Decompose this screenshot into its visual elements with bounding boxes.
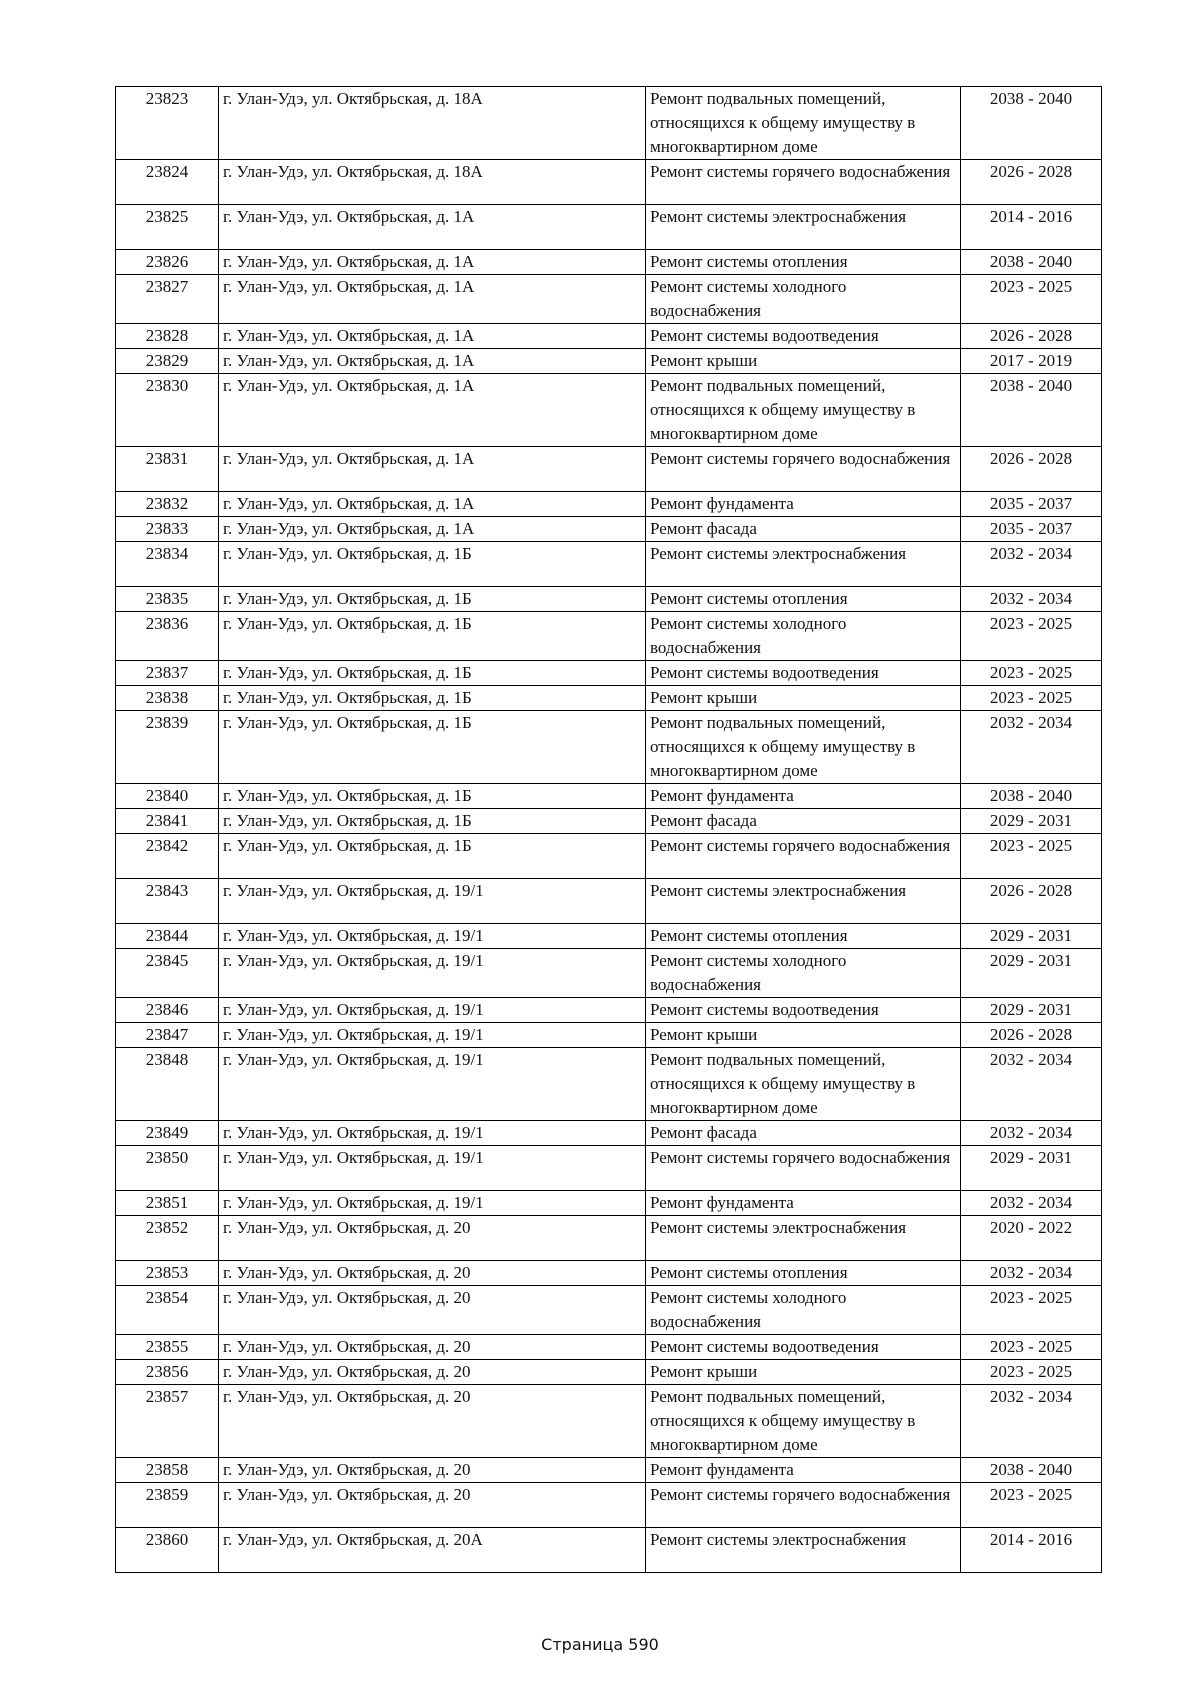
period-cell: 2032 - 2034 [961,1048,1102,1121]
period-cell: 2029 - 2031 [961,924,1102,949]
row-id-cell: 23825 [116,205,219,250]
table-row [116,1483,1102,1528]
table-row [116,587,1102,612]
work-type-cell: Ремонт фасада [646,809,961,834]
row-id-cell: 23855 [116,1335,219,1360]
address-cell: г. Улан-Удэ, ул. Октябрьская, д. 19/1 [219,1048,646,1121]
row-id-cell: 23829 [116,349,219,374]
page-number: Страница 590 [541,1635,659,1654]
table-row [116,1528,1102,1573]
table-row [116,87,1102,160]
table-row [116,612,1102,661]
work-type-cell: Ремонт системы электроснабжения [646,879,961,924]
period-cell: 2032 - 2034 [961,1261,1102,1286]
period-cell: 2026 - 2028 [961,160,1102,205]
work-type-cell: Ремонт системы отопления [646,1261,961,1286]
table-row [116,686,1102,711]
period-cell: 2032 - 2034 [961,1121,1102,1146]
work-type-cell: Ремонт системы электроснабжения [646,1528,961,1573]
address-cell: г. Улан-Удэ, ул. Октябрьская, д. 20 [219,1335,646,1360]
address-cell: г. Улан-Удэ, ул. Октябрьская, д. 1Б [219,711,646,784]
address-cell: г. Улан-Удэ, ул. Октябрьская, д. 18А [219,160,646,205]
address-cell: г. Улан-Удэ, ул. Октябрьская, д. 1Б [219,542,646,587]
table-row [116,1335,1102,1360]
period-cell: 2026 - 2028 [961,324,1102,349]
address-cell: г. Улан-Удэ, ул. Октябрьская, д. 20 [219,1385,646,1458]
row-id-cell: 23844 [116,924,219,949]
period-cell: 2017 - 2019 [961,349,1102,374]
address-cell: г. Улан-Удэ, ул. Октябрьская, д. 1Б [219,612,646,661]
row-id-cell: 23834 [116,542,219,587]
row-id-cell: 23841 [116,809,219,834]
period-cell: 2023 - 2025 [961,275,1102,324]
address-cell: г. Улан-Удэ, ул. Октябрьская, д. 1А [219,374,646,447]
work-type-cell: Ремонт системы горячего водоснабжения [646,160,961,205]
row-id-cell: 23849 [116,1121,219,1146]
row-id-cell: 23826 [116,250,219,275]
row-id-cell: 23851 [116,1191,219,1216]
work-type-cell: Ремонт системы холодного водоснабжения [646,612,961,661]
work-type-cell: Ремонт системы отопления [646,587,961,612]
address-cell: г. Улан-Удэ, ул. Октябрьская, д. 20 [219,1360,646,1385]
period-cell: 2029 - 2031 [961,949,1102,998]
table-row [116,1191,1102,1216]
table-row [116,809,1102,834]
table-row [116,924,1102,949]
row-id-cell: 23854 [116,1286,219,1335]
address-cell: г. Улан-Удэ, ул. Октябрьская, д. 1Б [219,784,646,809]
work-type-cell: Ремонт фундамента [646,492,961,517]
address-cell: г. Улан-Удэ, ул. Октябрьская, д. 20А [219,1528,646,1573]
work-type-cell: Ремонт системы горячего водоснабжения [646,447,961,492]
period-cell: 2038 - 2040 [961,374,1102,447]
table-row [116,784,1102,809]
row-id-cell: 23831 [116,447,219,492]
row-id-cell: 23835 [116,587,219,612]
work-type-cell: Ремонт системы горячего водоснабжения [646,834,961,879]
table-row [116,1146,1102,1191]
period-cell: 2023 - 2025 [961,686,1102,711]
address-cell: г. Улан-Удэ, ул. Октябрьская, д. 1А [219,205,646,250]
address-cell: г. Улан-Удэ, ул. Октябрьская, д. 20 [219,1458,646,1483]
period-cell: 2038 - 2040 [961,250,1102,275]
work-type-cell: Ремонт подвальных помещений, относящихся к общему имуществу в многоквартирном доме [646,1385,961,1458]
period-cell: 2023 - 2025 [961,1483,1102,1528]
period-cell: 2032 - 2034 [961,587,1102,612]
work-type-cell: Ремонт системы отопления [646,250,961,275]
period-cell: 2023 - 2025 [961,1360,1102,1385]
work-type-cell: Ремонт системы водоотведения [646,998,961,1023]
period-cell: 2023 - 2025 [961,661,1102,686]
address-cell: г. Улан-Удэ, ул. Октябрьская, д. 20 [219,1216,646,1261]
period-cell: 2026 - 2028 [961,879,1102,924]
work-type-cell: Ремонт крыши [646,686,961,711]
period-cell: 2029 - 2031 [961,998,1102,1023]
work-type-cell: Ремонт системы отопления [646,924,961,949]
row-id-cell: 23843 [116,879,219,924]
row-id-cell: 23857 [116,1385,219,1458]
work-type-cell: Ремонт системы холодного водоснабжения [646,1286,961,1335]
row-id-cell: 23859 [116,1483,219,1528]
row-id-cell: 23848 [116,1048,219,1121]
period-cell: 2020 - 2022 [961,1216,1102,1261]
address-cell: г. Улан-Удэ, ул. Октябрьская, д. 19/1 [219,1146,646,1191]
address-cell: г. Улан-Удэ, ул. Октябрьская, д. 1А [219,447,646,492]
work-type-cell: Ремонт фундамента [646,1191,961,1216]
work-type-cell: Ремонт системы водоотведения [646,1335,961,1360]
address-cell: г. Улан-Удэ, ул. Октябрьская, д. 1Б [219,809,646,834]
address-cell: г. Улан-Удэ, ул. Октябрьская, д. 19/1 [219,949,646,998]
address-cell: г. Улан-Удэ, ул. Октябрьская, д. 20 [219,1261,646,1286]
table-row [116,324,1102,349]
capital-repair-table [115,86,1102,1573]
work-type-cell: Ремонт подвальных помещений, относящихся к общему имуществу в многоквартирном доме [646,1048,961,1121]
work-type-cell: Ремонт крыши [646,349,961,374]
address-cell: г. Улан-Удэ, ул. Октябрьская, д. 19/1 [219,1023,646,1048]
period-cell: 2026 - 2028 [961,1023,1102,1048]
row-id-cell: 23847 [116,1023,219,1048]
work-type-cell: Ремонт фундамента [646,784,961,809]
address-cell: г. Улан-Удэ, ул. Октябрьская, д. 1А [219,324,646,349]
work-type-cell: Ремонт системы горячего водоснабжения [646,1146,961,1191]
address-cell: г. Улан-Удэ, ул. Октябрьская, д. 19/1 [219,924,646,949]
work-type-cell: Ремонт системы холодного водоснабжения [646,275,961,324]
address-cell: г. Улан-Удэ, ул. Октябрьская, д. 20 [219,1286,646,1335]
period-cell: 2023 - 2025 [961,612,1102,661]
work-type-cell: Ремонт системы водоотведения [646,324,961,349]
table-row [116,374,1102,447]
work-type-cell: Ремонт системы холодного водоснабжения [646,949,961,998]
address-cell: г. Улан-Удэ, ул. Октябрьская, д. 1Б [219,587,646,612]
row-id-cell: 23823 [116,87,219,160]
work-type-cell: Ремонт фасада [646,517,961,542]
table-row [116,1261,1102,1286]
table-row [116,834,1102,879]
work-type-cell: Ремонт системы электроснабжения [646,542,961,587]
row-id-cell: 23846 [116,998,219,1023]
period-cell: 2026 - 2028 [961,447,1102,492]
address-cell: г. Улан-Удэ, ул. Октябрьская, д. 20 [219,1483,646,1528]
table-row [116,250,1102,275]
address-cell: г. Улан-Удэ, ул. Октябрьская, д. 1Б [219,686,646,711]
period-cell: 2014 - 2016 [961,205,1102,250]
address-cell: г. Улан-Удэ, ул. Октябрьская, д. 1А [219,349,646,374]
table-row [116,1121,1102,1146]
table-row [116,1385,1102,1458]
period-cell: 2035 - 2037 [961,492,1102,517]
row-id-cell: 23827 [116,275,219,324]
row-id-cell: 23860 [116,1528,219,1573]
row-id-cell: 23858 [116,1458,219,1483]
row-id-cell: 23850 [116,1146,219,1191]
address-cell: г. Улан-Удэ, ул. Октябрьская, д. 1А [219,275,646,324]
table-row [116,998,1102,1023]
row-id-cell: 23833 [116,517,219,542]
row-id-cell: 23824 [116,160,219,205]
table-row [116,879,1102,924]
address-cell: г. Улан-Удэ, ул. Октябрьская, д. 1А [219,517,646,542]
work-type-cell: Ремонт крыши [646,1360,961,1385]
period-cell: 2023 - 2025 [961,834,1102,879]
row-id-cell: 23842 [116,834,219,879]
period-cell: 2023 - 2025 [961,1286,1102,1335]
period-cell: 2038 - 2040 [961,87,1102,160]
row-id-cell: 23830 [116,374,219,447]
table-row [116,949,1102,998]
table-row [116,1286,1102,1335]
period-cell: 2023 - 2025 [961,1335,1102,1360]
work-type-cell: Ремонт системы водоотведения [646,661,961,686]
table-row [116,447,1102,492]
row-id-cell: 23828 [116,324,219,349]
period-cell: 2032 - 2034 [961,1191,1102,1216]
table-row [116,1216,1102,1261]
table-row [116,1360,1102,1385]
row-id-cell: 23853 [116,1261,219,1286]
period-cell: 2029 - 2031 [961,809,1102,834]
period-cell: 2014 - 2016 [961,1528,1102,1573]
address-cell: г. Улан-Удэ, ул. Октябрьская, д. 1Б [219,834,646,879]
work-type-cell: Ремонт подвальных помещений, относящихся к общему имуществу в многоквартирном доме [646,87,961,160]
row-id-cell: 23845 [116,949,219,998]
row-id-cell: 23836 [116,612,219,661]
table-body [116,87,1102,1573]
table-row [116,1458,1102,1483]
period-cell: 2032 - 2034 [961,1385,1102,1458]
table-row [116,1023,1102,1048]
row-id-cell: 23839 [116,711,219,784]
table-row [116,542,1102,587]
work-type-cell: Ремонт подвальных помещений, относящихся к общему имуществу в многоквартирном доме [646,374,961,447]
address-cell: г. Улан-Удэ, ул. Октябрьская, д. 19/1 [219,1121,646,1146]
table-row [116,711,1102,784]
work-type-cell: Ремонт подвальных помещений, относящихся к общему имуществу в многоквартирном доме [646,711,961,784]
work-type-cell: Ремонт системы горячего водоснабжения [646,1483,961,1528]
row-id-cell: 23852 [116,1216,219,1261]
address-cell: г. Улан-Удэ, ул. Октябрьская, д. 1А [219,250,646,275]
row-id-cell: 23856 [116,1360,219,1385]
table-row [116,160,1102,205]
work-type-cell: Ремонт фасада [646,1121,961,1146]
table-row [116,1048,1102,1121]
row-id-cell: 23837 [116,661,219,686]
period-cell: 2032 - 2034 [961,542,1102,587]
address-cell: г. Улан-Удэ, ул. Октябрьская, д. 1А [219,492,646,517]
work-type-cell: Ремонт системы электроснабжения [646,1216,961,1261]
table-row [116,275,1102,324]
table-row [116,205,1102,250]
address-cell: г. Улан-Удэ, ул. Октябрьская, д. 19/1 [219,998,646,1023]
period-cell: 2035 - 2037 [961,517,1102,542]
table-row [116,492,1102,517]
period-cell: 2038 - 2040 [961,1458,1102,1483]
address-cell: г. Улан-Удэ, ул. Октябрьская, д. 19/1 [219,1191,646,1216]
row-id-cell: 23838 [116,686,219,711]
address-cell: г. Улан-Удэ, ул. Октябрьская, д. 18А [219,87,646,160]
period-cell: 2032 - 2034 [961,711,1102,784]
work-type-cell: Ремонт системы электроснабжения [646,205,961,250]
table-row [116,661,1102,686]
period-cell: 2038 - 2040 [961,784,1102,809]
address-cell: г. Улан-Удэ, ул. Октябрьская, д. 1Б [219,661,646,686]
address-cell: г. Улан-Удэ, ул. Октябрьская, д. 19/1 [219,879,646,924]
table-row [116,517,1102,542]
work-type-cell: Ремонт фундамента [646,1458,961,1483]
table-row [116,349,1102,374]
row-id-cell: 23832 [116,492,219,517]
work-type-cell: Ремонт крыши [646,1023,961,1048]
period-cell: 2029 - 2031 [961,1146,1102,1191]
row-id-cell: 23840 [116,784,219,809]
